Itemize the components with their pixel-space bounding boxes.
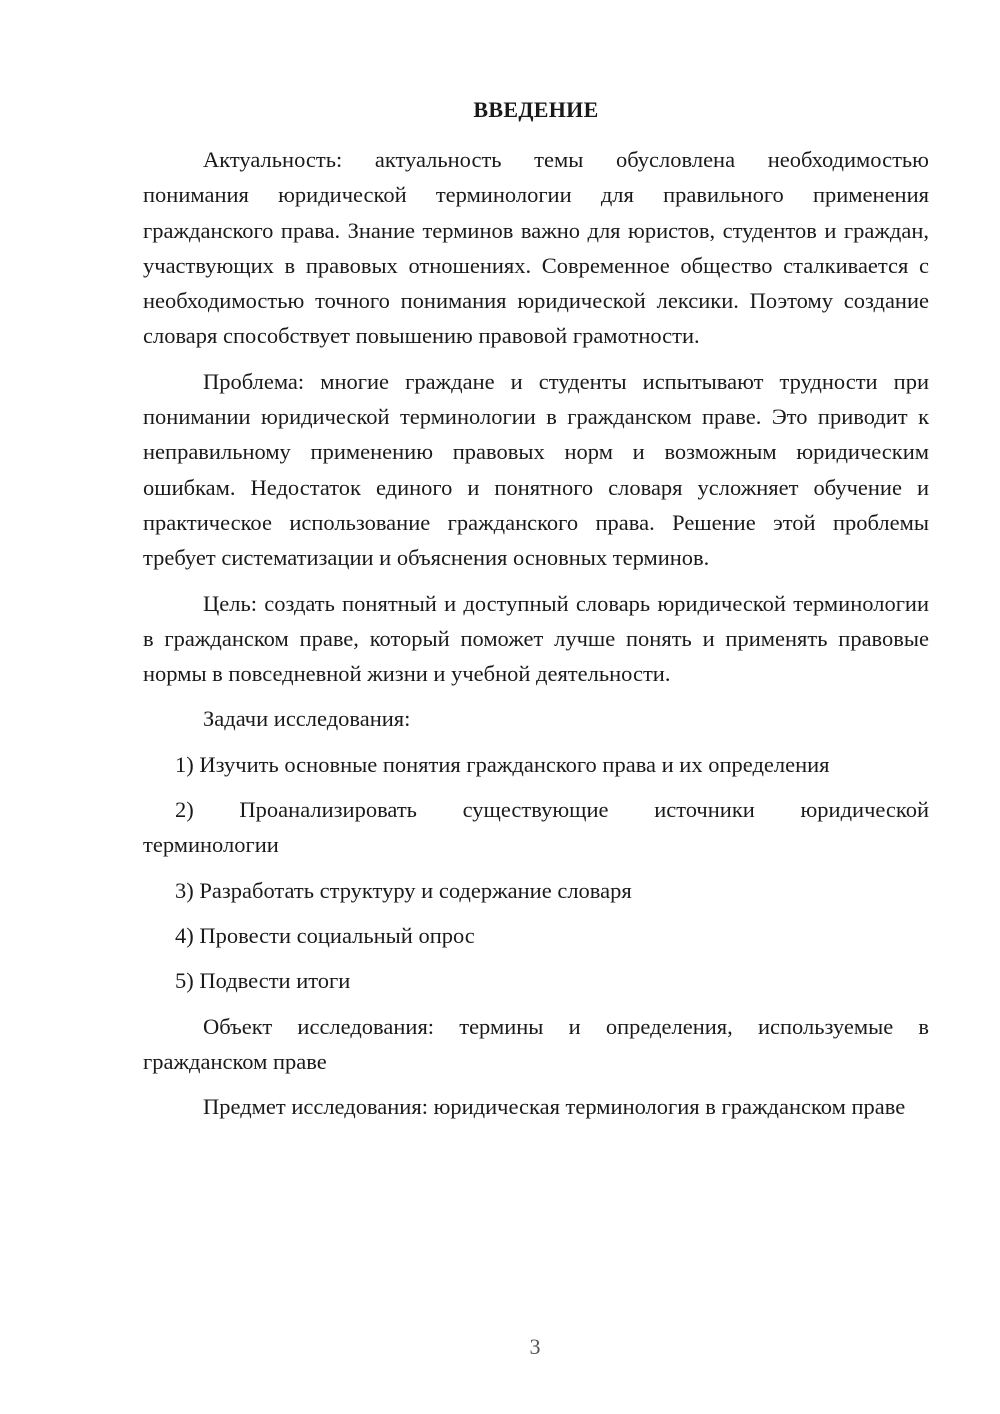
paragraph-object: Объект исследования: термины и определения, используемые в гражданском праве	[143, 1013, 929, 1074]
task-item-5: 5) Подвести итоги	[175, 968, 351, 994]
task-item-4: 4) Провести социальный опрос	[175, 922, 475, 948]
task-item-2: 2) Проанализировать существующие источники юридической терминологии	[143, 797, 929, 858]
task-item-1: 1) Изучить основные понятия гражданского права и их определения	[175, 751, 830, 777]
tasks-heading: Задачи исследования:	[203, 706, 411, 732]
document-title: ВВЕДЕНИЕ	[473, 97, 599, 122]
document-page	[143, 96, 929, 1134]
paragraph-relevance: Актуальность: актуальность темы обусловлена необходимостью понимания юридической терминологии для правильного применения гражданского права. Знание терминов важно для юристов, студентов и граждан, участвующих в правовых отношениях. Современное общество сталкивается с необходимостью точного понимания юридической лексики. Поэтому создание словаря способствует повышению правовой грамотности.	[143, 147, 929, 349]
page-number: 3	[529, 1334, 541, 1359]
task-item-3: 3) Разработать структуру и содержание словаря	[175, 877, 632, 903]
paragraph-goal: Цель: создать понятный и доступный словарь юридической терминологии в гражданском праве, который поможет лучше понять и применять правовые нормы в повседневной жизни и учебной деятельности.	[143, 590, 929, 687]
paragraph-subject: Предмет исследования: юридическая терминология в гражданском праве	[203, 1094, 906, 1120]
paragraph-problem: Проблема: многие граждане и студенты испытывают трудности при понимании юридической терминологии в гражданском праве. Это приводит к неправильному применению правовых норм и возможным юридическим ошибкам. Недостаток единого и понятного словаря усложняет обучение и практическое использование гражданского права. Решение этой проблемы требует систематизации и объяснения основных терминов.	[143, 368, 929, 571]
